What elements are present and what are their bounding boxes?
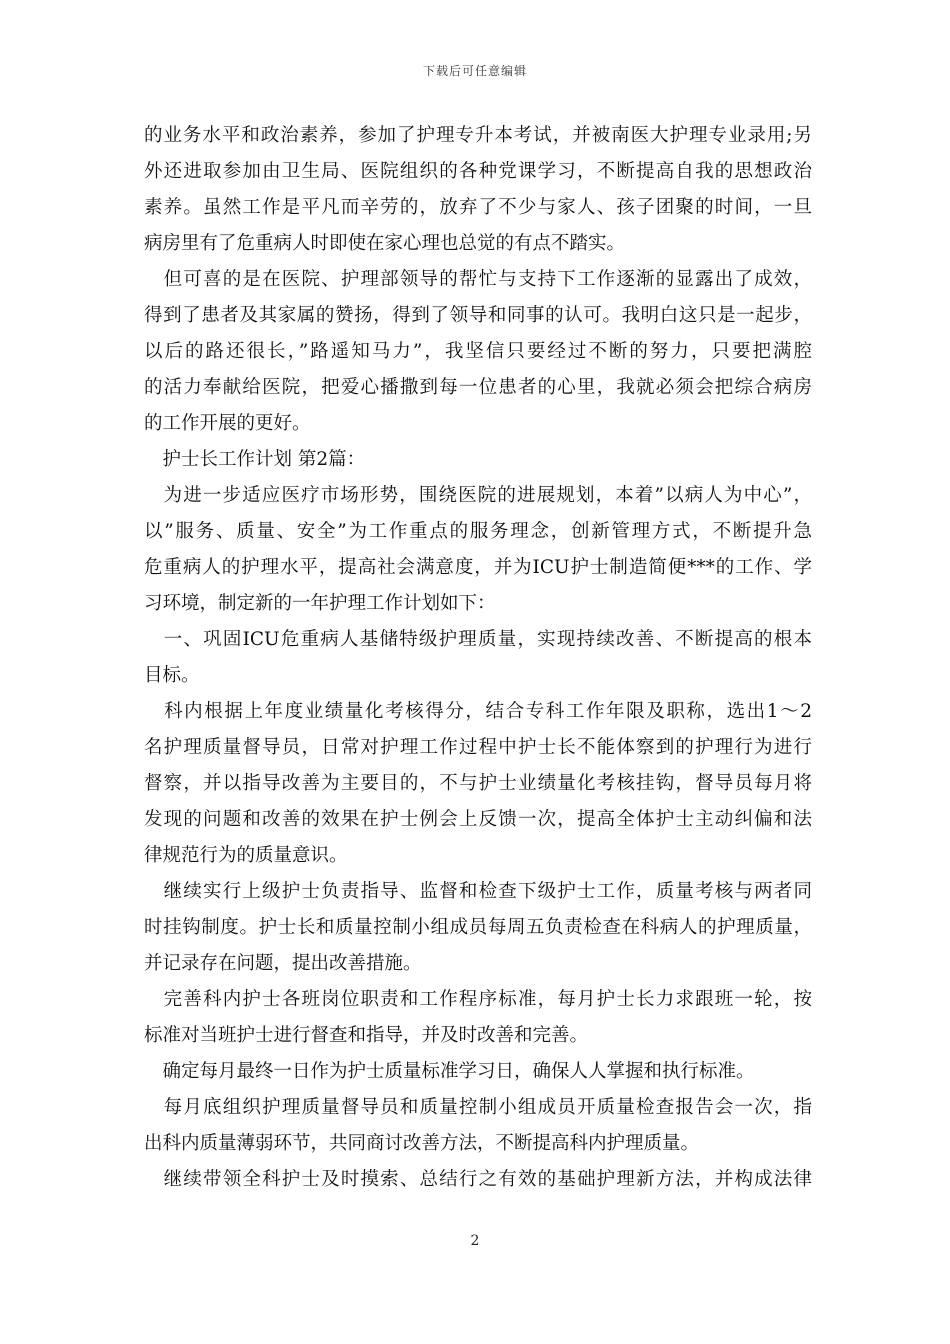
text-line: 科内根据上年度业绩量化考核得分，结合专科工作年限及职称，选出1～2 (144, 701, 812, 722)
text-line: 时挂钩制度。护士长和质量控制小组成员每周五负责检查在科病人的护理质量， (144, 917, 812, 938)
text-line: 的工作开展的更好。 (144, 413, 311, 434)
text-line: 并记录存在问题，提出改善措施。 (144, 953, 422, 974)
text-line: 每月底组织护理质量督导员和质量控制小组成员开质量检查报告会一次，指 (144, 1097, 812, 1118)
text-line: 一、巩固ICU危重病人基储特级护理质量，实现持续改善、不断提高的根本 (144, 629, 812, 650)
text-line: 继续实行上级护士负责指导、监督和检查下级护士工作，质量考核与两者同 (144, 881, 812, 902)
text-line: 继续带领全科护士及时摸索、总结行之有效的基础护理新方法，并构成法律 (144, 1169, 812, 1190)
text-line: 出科内质量薄弱环节，共同商讨改善方法，不断提高科内护理质量。 (144, 1133, 700, 1154)
text-line: 为进一步适应医疗市场形势，围绕医院的进展规划，本着”以病人为中心”， (144, 485, 812, 506)
text-line: 的业务水平和政治素养，参加了护理专升本考试，并被南医大护理专业录用;另 (144, 125, 812, 146)
text-line: 以”服务、质量、安全”为工作重点的服务理念，创新管理方式，不断提升急 (144, 521, 812, 542)
text-line: 督察，并以指导改善为主要目的，不与护士业绩量化考核挂钩，督导员每月将 (144, 773, 812, 794)
text-line: 发现的问题和改善的效果在护士例会上反馈一次，提高全体护士主动纠偏和法 (144, 809, 812, 830)
text-line: 但可喜的是在医院、护理部领导的帮忙与支持下工作逐渐的显露出了成效， (144, 269, 812, 290)
text-line: 的活力奉献给医院，把爱心播撒到每一位患者的心里，我就必须会把综合病房 (144, 377, 812, 398)
text-line: 病房里有了危重病人时即使在家心理也总觉的有点不踏实。 (144, 233, 626, 254)
text-line: 名护理质量督导员，日常对护理工作过程中护士长不能体察到的护理行为进行 (144, 737, 812, 758)
page-header: 下载后可任意编辑 (422, 64, 527, 78)
page-number: 2 (470, 1233, 480, 1249)
text-line: 律规范行为的质量意识。 (144, 845, 348, 866)
text-line: 目标。 (144, 665, 200, 686)
text-line: 习环境，制定新的一年护理工作计划如下： (144, 593, 496, 614)
text-line: 外还进取参加由卫生局、医院组织的各种党课学习，不断提高自我的思想政治 (144, 161, 812, 182)
text-line: 确定每月最终一日作为护士质量标准学习日，确保人人掌握和执行标准。 (144, 1061, 755, 1082)
text-line: 素养。虽然工作是平凡而辛劳的，放弃了不少与家人、孩子团聚的时间，一旦 (144, 197, 812, 218)
text-line: 以后的路还很长，”路遥知马力”，我坚信只要经过不断的努力，只要把满腔 (144, 341, 812, 362)
text-line: 护士长工作计划 第2篇： (144, 449, 366, 470)
text-line: 得到了患者及其家属的赞扬，得到了领导和同事的认可。我明白这只是一起步， (144, 305, 812, 326)
text-line: 标准对当班护士进行督查和指导，并及时改善和完善。 (144, 1025, 589, 1046)
document-body (144, 118, 812, 1198)
text-line: 完善科内护士各班岗位职责和工作程序标准，每月护士长力求跟班一轮，按 (144, 989, 812, 1010)
text-line: 危重病人的护理水平，提高社会满意度，并为ICU护士制造简便***的工作、学 (144, 557, 812, 578)
